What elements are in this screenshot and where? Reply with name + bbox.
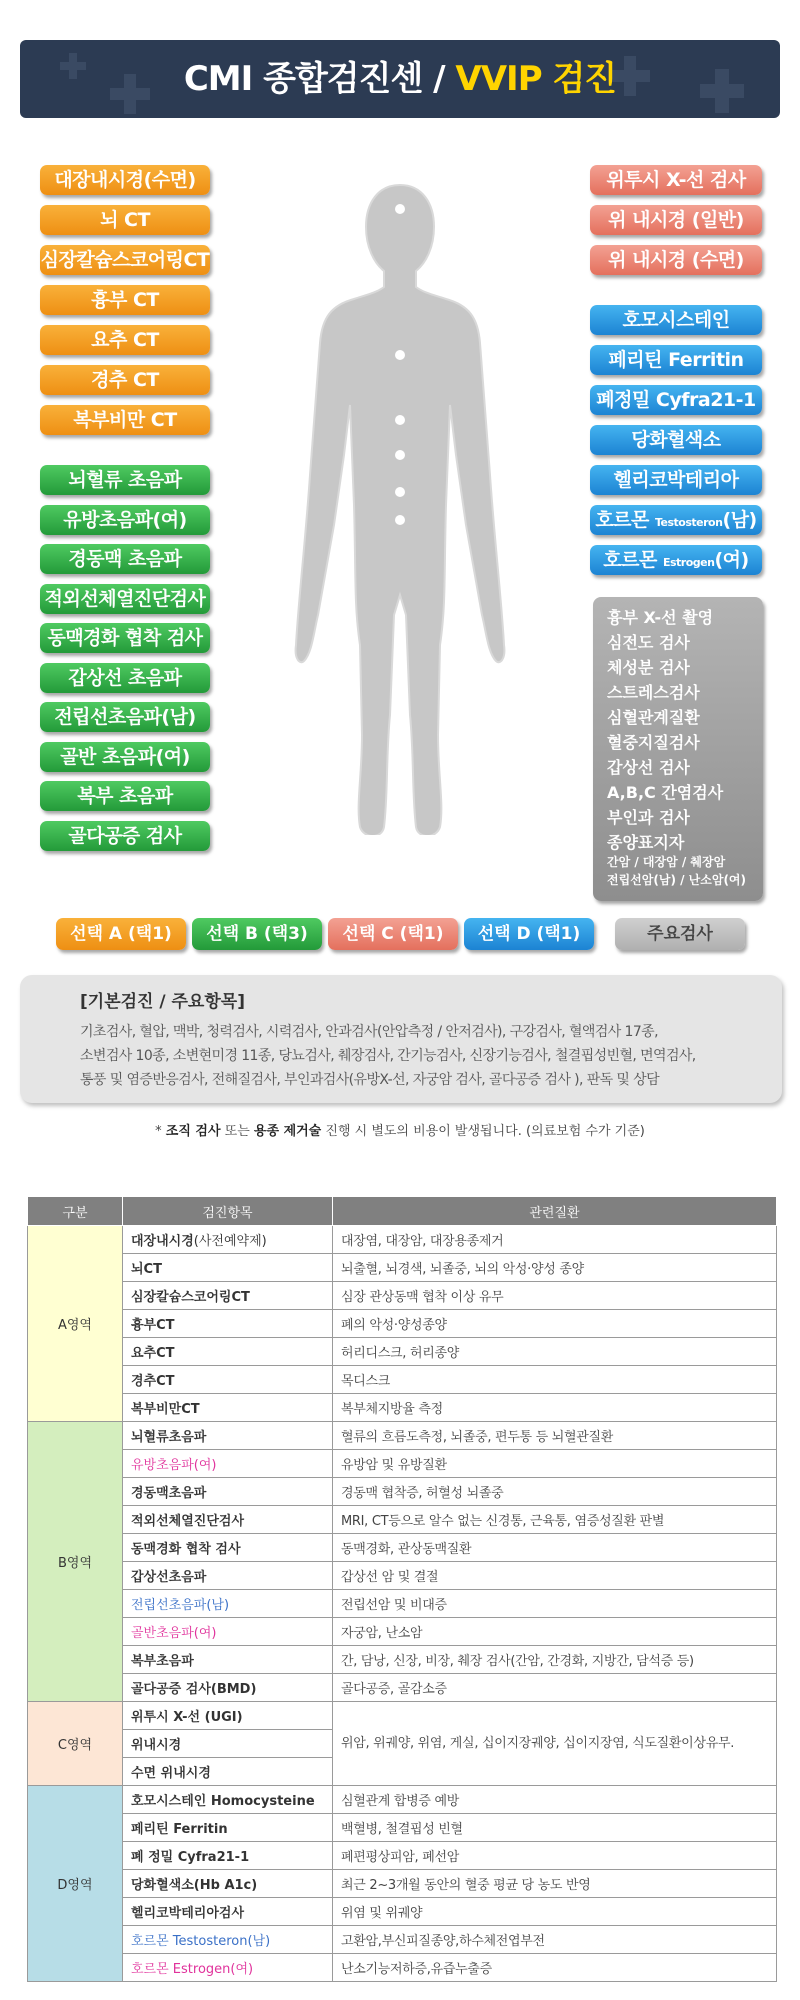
basic-checkup-line: 기초검사, 혈압, 맥박, 청력검사, 시력검사, 안과검사(안압측정 / 안저검사), 구강검사, 혈액검사 17종, <box>80 1024 658 1040</box>
related-disease-cell: 폐의 악성·양성종양 <box>333 1310 777 1338</box>
basic-checkup-line: 통풍 및 염증반응검사, 전해질검사, 부인과검사(유방X-선, 자궁암 검사, 골다공증 검사 ), 판독 및 상담 <box>80 1072 660 1088</box>
exam-item-name: 폐 정밀 Cyfra21-1 <box>131 1850 250 1865</box>
related-disease-cell: 혈류의 흐름도측정, 뇌졸중, 편두통 등 뇌혈관질환 <box>333 1422 777 1450</box>
table-row <box>28 1590 777 1618</box>
zone-label: D영역 <box>28 1786 123 1982</box>
exam-item-name: 갑상선초음파 <box>131 1570 207 1585</box>
table-row <box>28 1450 777 1478</box>
table-row <box>28 1422 777 1450</box>
exam-item-name: 골다공증 검사(BMD) <box>131 1682 257 1697</box>
table-row <box>28 1310 777 1338</box>
exam-item-name: 위투시 X-선 (UGI) <box>131 1710 243 1725</box>
related-disease-cell: 갑상선 암 및 결절 <box>333 1562 777 1590</box>
exam-item-name: 위내시경 <box>131 1738 182 1753</box>
title-highlight: VVIP 검진 <box>455 59 617 99</box>
exam-item-name: 헬리코박테리아검사 <box>131 1906 245 1921</box>
header-banner <box>20 40 780 118</box>
option-b-item: 경동맥 초음파 <box>40 544 210 574</box>
table-row <box>28 1814 777 1842</box>
exam-item-cell <box>123 1282 333 1310</box>
exam-item-cell <box>123 1590 333 1618</box>
related-disease-cell: 심혈관계 합병증 예방 <box>333 1786 777 1814</box>
table-row <box>28 1954 777 1982</box>
option-b-item: 복부 초음파 <box>40 781 210 811</box>
related-disease-cell: 허리디스크, 허리종양 <box>333 1338 777 1366</box>
option-b-item: 유방초음파(여) <box>40 505 210 535</box>
header-category: 구분 <box>28 1197 123 1226</box>
option-b-item: 갑상선 초음파 <box>40 663 210 693</box>
exam-item-cell <box>123 1366 333 1394</box>
table-row <box>28 1870 777 1898</box>
page-title <box>20 40 780 118</box>
legend-option-b: 선택 B (택3) <box>192 918 322 950</box>
exam-item-name: 페리틴 Ferritin <box>131 1822 228 1837</box>
exam-item-name: 대장내시경 <box>131 1234 194 1249</box>
exam-item-name: 뇌CT <box>131 1262 162 1277</box>
table-row <box>28 1898 777 1926</box>
body-point <box>395 350 405 360</box>
option-d-item <box>590 345 762 375</box>
option-d-label: 페리틴 Ferritin <box>608 349 744 371</box>
option-b-item: 뇌혈류 초음파 <box>40 465 210 495</box>
exam-item-cell <box>123 1954 333 1982</box>
option-c-item: 위 내시경 (수면) <box>590 245 762 275</box>
title-main: CMI 종합검진센 / <box>183 59 456 99</box>
main-exam-item: 갑상선 검사 <box>607 758 690 777</box>
option-d-label: 호모시스테인 <box>622 309 730 331</box>
option-d-label-tail: (여) <box>714 549 749 571</box>
option-d-label-tail: (남) <box>722 509 757 531</box>
table-row <box>28 1534 777 1562</box>
option-b-item: 전립선초음파(남) <box>40 702 210 732</box>
exam-item-name: 당화혈색소(Hb A1c) <box>131 1878 258 1893</box>
related-disease-cell: 최근 2~3개월 동안의 혈중 평균 당 농도 반영 <box>333 1870 777 1898</box>
exam-item-name: 유방초음파(여) <box>131 1458 217 1473</box>
main-exam-item: 심혈관계질환 <box>607 708 700 727</box>
table-row <box>28 1478 777 1506</box>
exam-item-name: 호모시스테인 Homocysteine <box>131 1794 315 1809</box>
exam-item-name: 요추CT <box>131 1346 175 1361</box>
table-header-row <box>28 1197 777 1226</box>
option-d-label: 헬리코박테리아 <box>613 469 739 491</box>
related-disease-cell: 고환암,부신피질종양,하수체전엽부전 <box>333 1926 777 1954</box>
exam-item-cell <box>123 1814 333 1842</box>
header-related-disease: 관련질환 <box>333 1197 777 1226</box>
exam-item-cell <box>123 1842 333 1870</box>
table-row <box>28 1226 777 1254</box>
main-exams-box <box>593 597 763 901</box>
exam-item-cell <box>123 1450 333 1478</box>
option-c-item: 위투시 X-선 검사 <box>590 165 762 195</box>
option-c-item: 위 내시경 (일반) <box>590 205 762 235</box>
exam-table <box>27 1196 777 1982</box>
exam-item-name: 골반초음파(여) <box>131 1626 217 1641</box>
table-row <box>28 1702 777 1730</box>
basic-checkup-line: 소변검사 10종, 소변현미경 11종, 당뇨검사, 췌장검사, 간기능검사, 신장기능검사, 철결핍성빈혈, 면역검사, <box>80 1048 696 1064</box>
option-d-label: 호르몬 <box>603 549 663 571</box>
note-text: 또는 <box>220 1124 254 1139</box>
related-disease-cell: 위암, 위궤양, 위염, 게실, 십이지장궤양, 십이지장염, 식도질환이상유무. <box>333 1702 777 1786</box>
exam-item-name: 경추CT <box>131 1374 175 1389</box>
exam-item-cell <box>123 1562 333 1590</box>
table-row <box>28 1618 777 1646</box>
option-b-item: 동맥경화 협착 검사 <box>40 623 210 653</box>
legend-main-exams: 주요검사 <box>615 918 745 950</box>
option-a-item: 뇌 CT <box>40 205 210 235</box>
exam-item-cell <box>123 1226 333 1254</box>
exam-item-name: 뇌혈류초음파 <box>131 1430 207 1445</box>
related-disease-cell: 목디스크 <box>333 1366 777 1394</box>
related-disease-cell: 유방암 및 유방질환 <box>333 1450 777 1478</box>
related-disease-cell: 심장 관상동맥 협착 이상 유무 <box>333 1282 777 1310</box>
related-disease-cell: 백혈병, 철결핍성 빈혈 <box>333 1814 777 1842</box>
option-d-item <box>590 305 762 335</box>
main-exam-item: 스트레스검사 <box>607 683 700 702</box>
table-row <box>28 1506 777 1534</box>
exam-item-name: 전립선초음파(남) <box>131 1598 230 1613</box>
option-d-label: 폐정밀 Cyfra21-1 <box>596 389 756 411</box>
basic-checkup-box <box>20 975 782 1103</box>
legend-option-a: 선택 A (택1) <box>56 918 186 950</box>
main-exam-item: A,B,C 간염검사 <box>607 783 724 802</box>
option-d-label-small: Estrogen <box>662 556 715 569</box>
option-b-item: 적외선체열진단검사 <box>40 584 210 614</box>
table-row <box>28 1282 777 1310</box>
option-d-label-small: Testosteron <box>655 516 723 529</box>
main-exam-item: 혈중지질검사 <box>607 733 700 752</box>
exam-item-cell <box>123 1898 333 1926</box>
main-exam-item: 체성분 검사 <box>607 658 690 677</box>
table-row <box>28 1562 777 1590</box>
exam-item-cell <box>123 1422 333 1450</box>
table-row <box>28 1338 777 1366</box>
exam-item-cell <box>123 1674 333 1702</box>
zone-label: B영역 <box>28 1422 123 1702</box>
exam-item-cell <box>123 1702 333 1730</box>
exam-item-cell <box>123 1534 333 1562</box>
main-exam-subitem: 간암 / 대장암 / 췌장암 <box>607 855 726 869</box>
table-row <box>28 1786 777 1814</box>
exam-item-cell <box>123 1618 333 1646</box>
option-b-item: 골다공증 검사 <box>40 821 210 851</box>
related-disease-cell: 위염 및 위궤양 <box>333 1898 777 1926</box>
exam-item-name: 수면 위내시경 <box>131 1766 211 1781</box>
exam-item-cell <box>123 1338 333 1366</box>
option-d-item <box>590 425 762 455</box>
exam-item-name: 심장칼슘스코어링CT <box>131 1290 250 1305</box>
exam-item-cell <box>123 1254 333 1282</box>
exam-item-cell <box>123 1786 333 1814</box>
body-point <box>395 415 405 425</box>
exam-item-name: 복부초음파 <box>131 1654 194 1669</box>
main-exam-subitem: 전립선암(남) / 난소암(여) <box>607 873 747 887</box>
related-disease-cell: 난소기능저하증,유즙누출증 <box>333 1954 777 1982</box>
note-star: * <box>155 1124 166 1139</box>
option-d-item <box>590 505 762 535</box>
option-d-item <box>590 545 762 575</box>
main-exam-item: 부인과 검사 <box>607 808 690 827</box>
option-d-item <box>590 465 762 495</box>
table-body <box>28 1226 777 1982</box>
main-exam-item: 심전도 검사 <box>607 633 690 652</box>
related-disease-cell: 동맥경화, 관상동맥질환 <box>333 1534 777 1562</box>
exam-item-cell <box>123 1646 333 1674</box>
table-row <box>28 1254 777 1282</box>
option-a-item: 요추 CT <box>40 325 210 355</box>
related-disease-cell: 골다공증, 골감소증 <box>333 1674 777 1702</box>
header-exam-item: 검진항목 <box>123 1197 333 1226</box>
related-disease-cell: 폐편평상피암, 폐선암 <box>333 1842 777 1870</box>
legend-option-d: 선택 D (택1) <box>464 918 594 950</box>
note-text: 진행 시 별도의 비용이 발생됩니다. (의료보험 수가 기준) <box>321 1124 645 1139</box>
table-row <box>28 1646 777 1674</box>
zone-label: A영역 <box>28 1226 123 1422</box>
exam-item-name: 동맥경화 협착 검사 <box>131 1542 241 1557</box>
option-d-label: 호르몬 <box>595 509 655 531</box>
cost-note <box>0 1120 800 1139</box>
option-d-label: 당화혈색소 <box>631 429 721 451</box>
option-a-item: 복부비만 CT <box>40 405 210 435</box>
table-row <box>28 1842 777 1870</box>
body-point <box>395 515 405 525</box>
exam-item-suffix: (사전예약제) <box>193 1234 267 1249</box>
option-a-item: 대장내시경(수면) <box>40 165 210 195</box>
exam-item-cell <box>123 1758 333 1786</box>
exam-item-name: 복부비만CT <box>131 1402 200 1417</box>
exam-item-name: 호르몬 Estrogen(여) <box>131 1962 254 1977</box>
table-row <box>28 1394 777 1422</box>
basic-checkup-title: [기본검진 / 주요항목] <box>80 992 245 1012</box>
exam-item-cell <box>123 1870 333 1898</box>
exam-item-name: 흉부CT <box>131 1318 175 1333</box>
related-disease-cell: 자궁암, 난소암 <box>333 1618 777 1646</box>
main-exam-item: 종양표지자 <box>607 833 685 852</box>
body-point <box>395 204 405 214</box>
related-disease-cell: 대장염, 대장암, 대장용종제거 <box>333 1226 777 1254</box>
option-d-item <box>590 385 762 415</box>
table-row <box>28 1674 777 1702</box>
option-a-item: 경추 CT <box>40 365 210 395</box>
main-exam-item: 흉부 X-선 촬영 <box>607 608 714 627</box>
body-point <box>395 487 405 497</box>
exam-item-name: 적외선체열진단검사 <box>131 1514 245 1529</box>
exam-item-name: 경동맥초음파 <box>131 1486 207 1501</box>
option-a-item: 흉부 CT <box>40 285 210 315</box>
body-point <box>395 450 405 460</box>
zone-label: C영역 <box>28 1702 123 1786</box>
exam-item-cell <box>123 1310 333 1338</box>
related-disease-cell: 복부체지방율 측정 <box>333 1394 777 1422</box>
related-disease-cell: 경동맥 협착증, 허혈성 뇌졸중 <box>333 1478 777 1506</box>
exam-item-name: 호르몬 Testosteron(남) <box>131 1934 271 1949</box>
table-row <box>28 1366 777 1394</box>
note-biopsy: 조직 검사 <box>165 1124 221 1139</box>
exam-item-cell <box>123 1730 333 1758</box>
table-row <box>28 1926 777 1954</box>
related-disease-cell: 뇌출혈, 뇌경색, 뇌졸중, 뇌의 악성·양성 종양 <box>333 1254 777 1282</box>
exam-item-cell <box>123 1926 333 1954</box>
exam-item-cell <box>123 1506 333 1534</box>
related-disease-cell: MRI, CT등으로 알수 없는 신경통, 근육통, 염증성질환 판별 <box>333 1506 777 1534</box>
exam-item-cell <box>123 1394 333 1422</box>
option-a-item: 심장칼슘스코어링CT <box>40 245 210 275</box>
exam-item-cell <box>123 1478 333 1506</box>
related-disease-cell: 간, 담낭, 신장, 비장, 췌장 검사(간암, 간경화, 지방간, 담석증 등) <box>333 1646 777 1674</box>
related-disease-cell: 전립선암 및 비대증 <box>333 1590 777 1618</box>
human-body-icon <box>270 175 530 835</box>
option-b-item: 골반 초음파(여) <box>40 742 210 772</box>
legend-option-c: 선택 C (택1) <box>328 918 458 950</box>
note-polypectomy: 용종 제거술 <box>253 1124 322 1139</box>
